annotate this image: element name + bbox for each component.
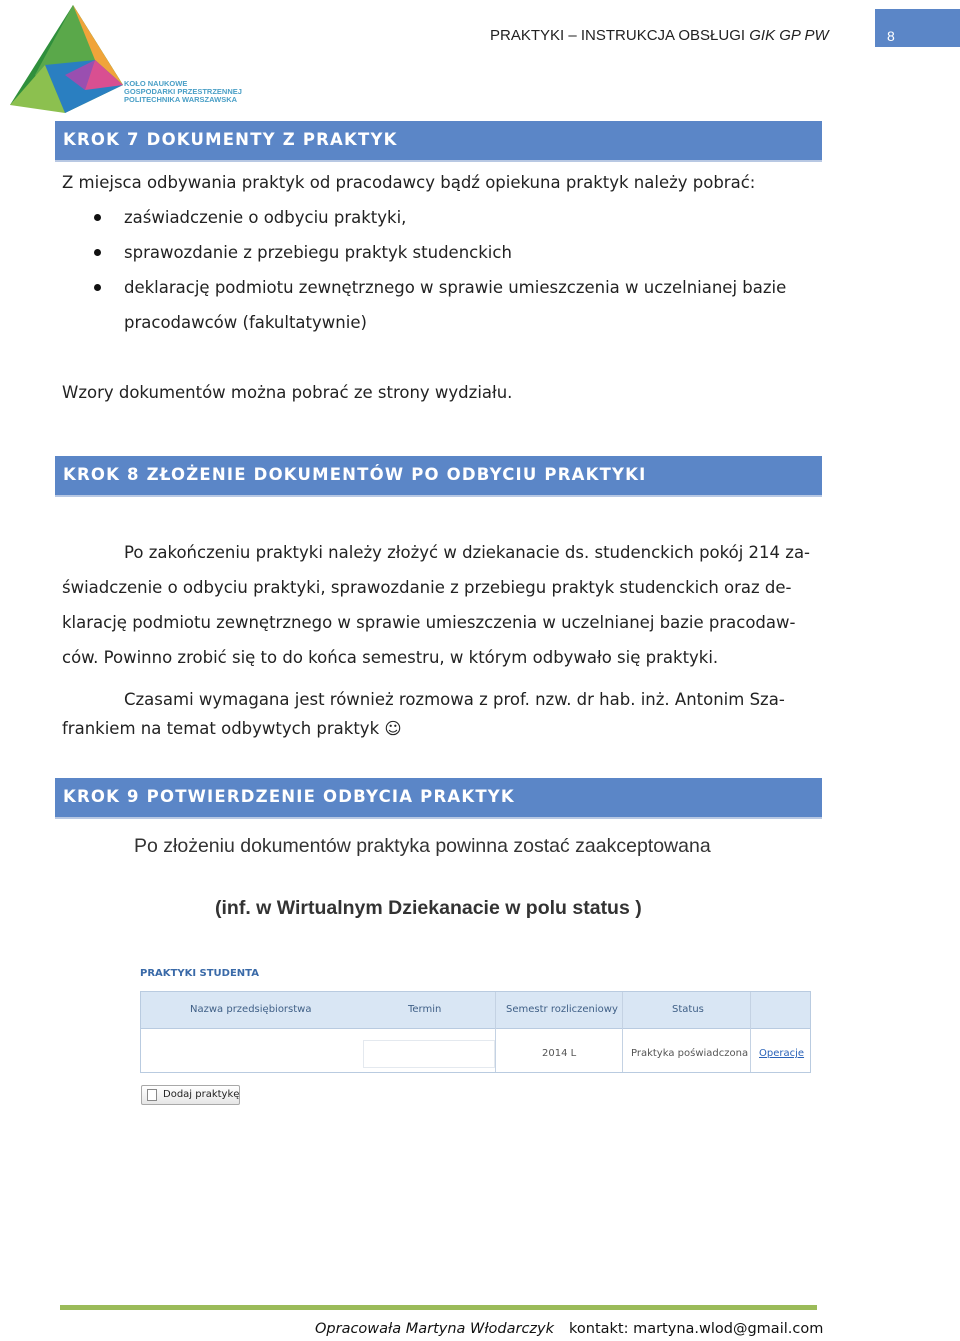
step8-paragraph-line: Po zakończeniu praktyki należy złożyć w dziekanacie ds. studenckich pokój 214 za- xyxy=(124,543,811,562)
step8-paragraph-line: klarację podmiotu zewnętrznego w sprawie umieszczenia w uczelnianej bazie pracodaw- xyxy=(62,613,796,632)
step7-intro: Z miejsca odbywania praktyk od pracodawcy bądź opiekuna praktyk należy pobrać: xyxy=(62,173,756,192)
step9-text: Po złożeniu dokumentów praktyka powinna zostać zaakceptowana xyxy=(134,835,711,857)
footer-divider xyxy=(60,1305,817,1310)
logo-line-1: KOŁO NAUKOWE xyxy=(124,79,188,88)
list-item-continuation: pracodawców (fakultatywnie) xyxy=(124,313,367,332)
page-number: 8 xyxy=(887,28,895,44)
document-title xyxy=(490,27,829,44)
column-divider xyxy=(495,992,496,1072)
add-internship-label: Dodaj praktykę xyxy=(163,1089,240,1100)
logo-text xyxy=(124,80,242,104)
table-header xyxy=(141,992,810,1029)
bullet-icon xyxy=(94,249,101,256)
smiley-icon: ☺ xyxy=(384,719,402,738)
step8-paragraph-line: świadczenie o odbyciu praktyki, sprawozdanie z przebiegu praktyk studenckich oraz de- xyxy=(62,578,792,597)
logo-line-2: GOSPODARKI PRZESTRZENNEJ xyxy=(124,87,242,96)
step8-paragraph-line: frankiem na temat odbywtych praktyk xyxy=(62,719,380,738)
step7-note: Wzory dokumentów można pobrać ze strony wydziału. xyxy=(62,383,513,402)
step7-heading-bar xyxy=(55,121,822,160)
bullet-icon xyxy=(94,284,101,291)
term-cell xyxy=(363,1040,495,1068)
column-header-company[interactable]: Nazwa przedsiębiorstwa xyxy=(190,1004,312,1015)
document-icon xyxy=(147,1089,157,1101)
list-item: zaświadczenie o odbyciu praktyki, xyxy=(124,208,407,227)
list-item: sprawozdanie z przebiegu praktyk studenckich xyxy=(124,243,512,262)
bullet-icon xyxy=(94,214,101,221)
document-title-text: PRAKTYKI – INSTRUKCJA OBSŁUGI xyxy=(490,27,750,44)
step9-heading: KROK 9 POTWIERDZENIE ODBYCIA PRAKTYK xyxy=(63,787,515,806)
column-divider xyxy=(622,992,623,1072)
step7-heading: KROK 7 DOKUMENTY Z PRAKTYK xyxy=(63,130,398,149)
logo-line-3: POLITECHNIKA WARSZAWSKA xyxy=(124,95,238,104)
footer-author: Opracowała Martyna Włodarczyk xyxy=(315,1321,555,1337)
column-header-semester[interactable]: Semestr rozliczeniowy xyxy=(506,1004,618,1015)
operations-link[interactable]: Operacje xyxy=(759,1048,805,1059)
semester-cell: 2014 L xyxy=(542,1048,577,1059)
column-header-status[interactable]: Status xyxy=(672,1004,704,1015)
screenshot-section-title: PRAKTYKI STUDENTA xyxy=(140,968,259,979)
step8-paragraph-line: Czasami wymagana jest również rozmowa z prof. nzw. dr hab. inż. Antonim Sza- xyxy=(124,690,785,709)
step8-heading: KROK 8 ZŁOŻENIE DOKUMENTÓW PO ODBYCIU PRAKTYKI xyxy=(63,465,647,484)
add-internship-button[interactable] xyxy=(141,1085,240,1105)
step8-heading-bar xyxy=(55,456,822,495)
internships-table xyxy=(140,991,811,1073)
step8-paragraph-last xyxy=(62,719,402,738)
step9-text-bold: (inf. w Wirtualnym Dziekanacie w polu status ) xyxy=(215,897,642,919)
status-cell: Praktyka poświadczona xyxy=(631,1048,749,1059)
document-title-italic: GIK GP PW xyxy=(749,27,829,44)
list-item: deklarację podmiotu zewnętrznego w sprawie umieszczenia w uczelnianej bazie xyxy=(124,278,787,297)
step8-paragraph-line: ców. Powinno zrobić się to do końca semestru, w którym odbywało się praktyki. xyxy=(62,648,719,667)
footer-contact: kontakt: martyna.wlod@gmail.com xyxy=(569,1321,824,1337)
column-divider xyxy=(750,992,751,1072)
column-header-term[interactable]: Termin xyxy=(408,1004,442,1015)
step9-heading-bar xyxy=(55,778,822,817)
